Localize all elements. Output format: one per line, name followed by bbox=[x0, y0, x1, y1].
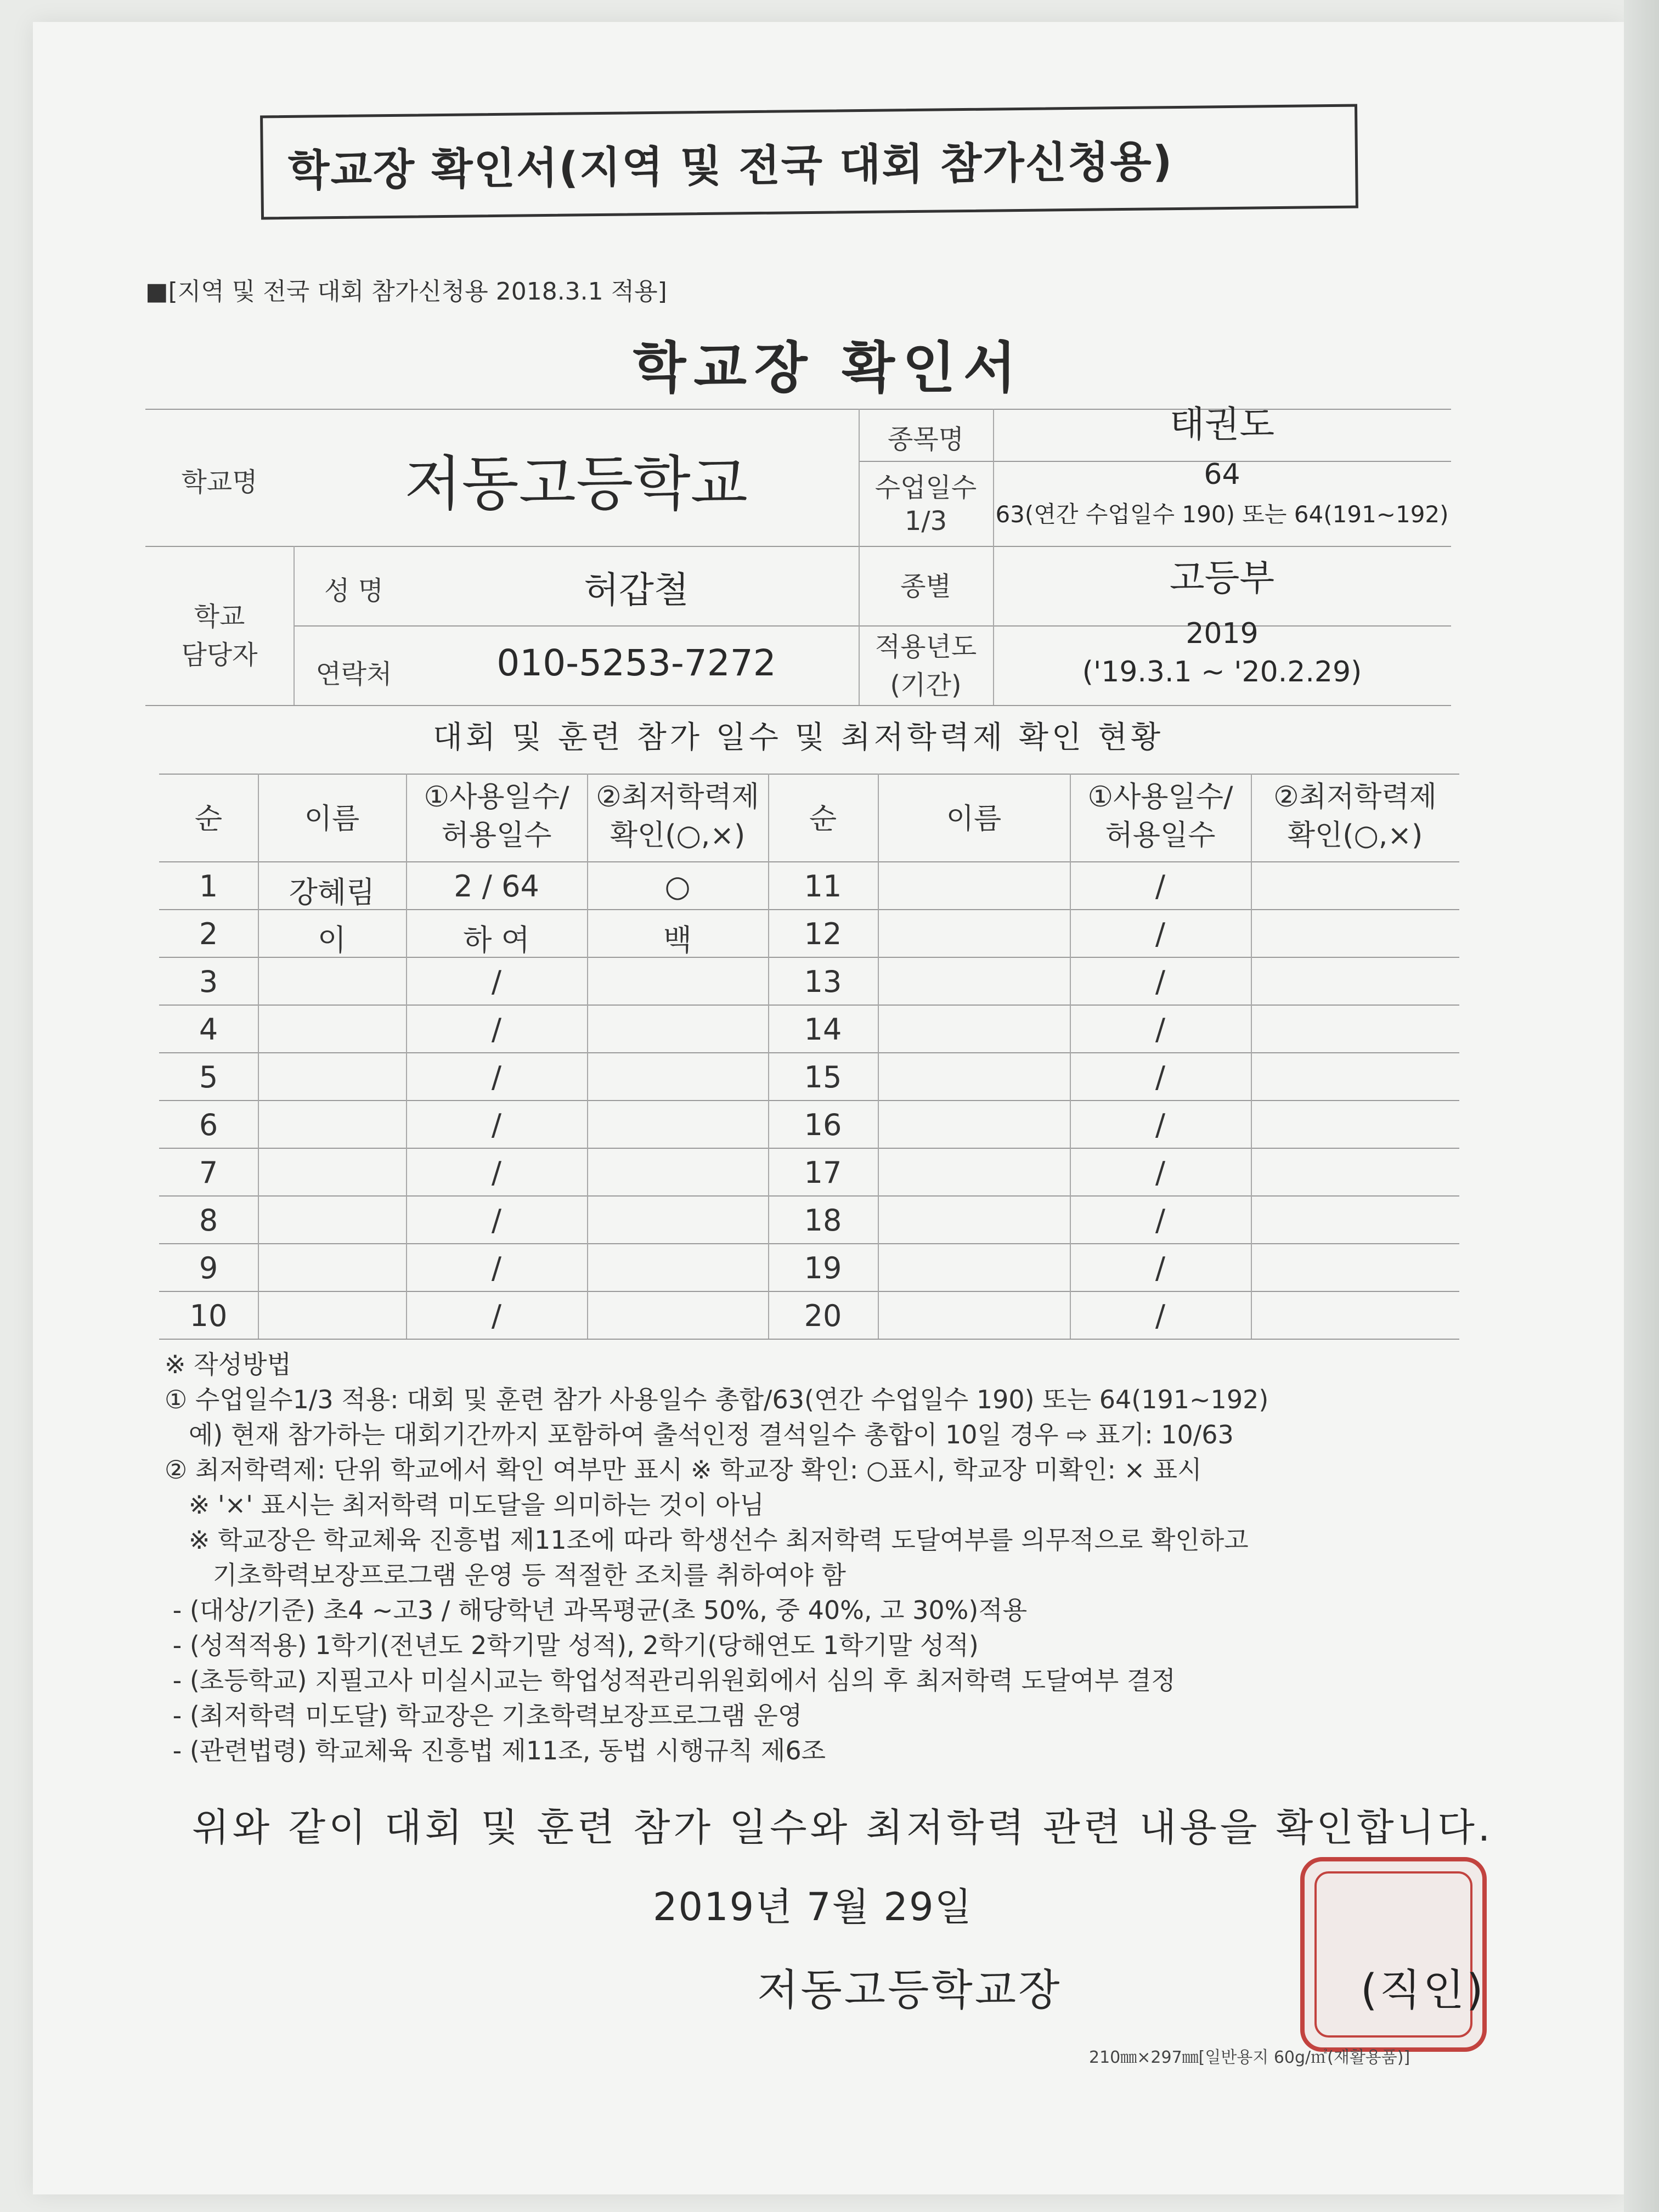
used-days: 2 / 64 bbox=[454, 869, 539, 904]
class-days-value: 64 bbox=[1204, 458, 1240, 491]
doc-title: 학교장 확인서 bbox=[633, 336, 1024, 400]
note-line: - (초등학교) 지필고사 미실시교는 학업성적관리위원회에서 심의 후 최저학력 도달여부 결정 bbox=[165, 1666, 1176, 1695]
used-days: / bbox=[1155, 1012, 1166, 1047]
event-label: 종목명 bbox=[887, 424, 964, 455]
manager-label-1: 학교 bbox=[194, 601, 245, 632]
grid-col-line bbox=[1251, 774, 1252, 1339]
official-seal-stamp bbox=[1300, 1857, 1487, 2052]
class-days-note: 63(연간 수업일수 190) 또는 64(191~192) bbox=[995, 501, 1449, 528]
note-line: - (성적적용) 1학기(전년도 2학기말 성적), 2학기(당해연도 1학기말 성적) bbox=[165, 1630, 979, 1660]
row-number: 8 bbox=[199, 1203, 218, 1238]
used-days: / bbox=[491, 964, 502, 999]
grid-row-line bbox=[159, 1005, 1459, 1006]
minimum-academic-check: ○ bbox=[664, 869, 691, 904]
grid-row-line bbox=[159, 1243, 1459, 1244]
school-label: 학교명 bbox=[181, 467, 258, 498]
name-label: 성 명 bbox=[324, 575, 383, 606]
used-days: / bbox=[1155, 1299, 1166, 1333]
header-name-right: 이름 bbox=[946, 803, 1002, 836]
grid-row-line bbox=[159, 1052, 1459, 1053]
row-number: 4 bbox=[199, 1012, 218, 1047]
principal-title: 저동고등학교장 bbox=[757, 1966, 1062, 2015]
year-label-1: 적용년도 bbox=[874, 631, 977, 662]
used-days: / bbox=[491, 1203, 502, 1238]
row-number: 10 bbox=[189, 1299, 228, 1333]
header-no-left: 순 bbox=[194, 803, 223, 836]
used-days: / bbox=[491, 1251, 502, 1285]
header-check-right-1: ②최저학력제 bbox=[1273, 781, 1437, 814]
section-title: 대회 및 훈련 참가 일수 및 최저학력제 확인 현황 bbox=[432, 720, 1164, 755]
used-days: / bbox=[491, 1155, 502, 1190]
note-line: 예) 현재 참가하는 대회기간까지 포함하여 출석인정 결석일수 총합이 10일 경우 ⇨ 표기: 10/63 bbox=[165, 1420, 1234, 1449]
header-check-left-2: 확인(○,×) bbox=[610, 819, 746, 852]
header-check-left-1: ②최저학력제 bbox=[596, 781, 759, 814]
header-no-right: 순 bbox=[809, 803, 837, 836]
used-days: / bbox=[491, 1012, 502, 1047]
row-number: 17 bbox=[804, 1155, 842, 1190]
signature-date: 2019년 7월 29일 bbox=[653, 1884, 973, 1929]
row-number: 14 bbox=[804, 1012, 842, 1047]
athlete-name: 이 bbox=[317, 923, 347, 957]
note-line: ※ '×' 표시는 최저학력 미도달을 의미하는 것이 아님 bbox=[165, 1490, 764, 1520]
row-number: 2 bbox=[199, 917, 218, 951]
header-days-right-1: ①사용일수/ bbox=[1087, 781, 1233, 814]
class-days-label-2: 1/3 bbox=[904, 506, 947, 537]
used-days: / bbox=[491, 1060, 502, 1094]
year-value: 2019 bbox=[1186, 617, 1259, 650]
used-days: / bbox=[1155, 917, 1166, 951]
grid-row-line bbox=[159, 1148, 1459, 1149]
grid-col-line bbox=[258, 774, 259, 1339]
used-days: / bbox=[1155, 964, 1166, 999]
contact-value: 010-5253-7272 bbox=[496, 642, 776, 684]
note-line: ※ 학교장은 학교체육 진흥법 제11조에 따라 학생선수 최저학력 도달여부를 의무적으로 확인하고 bbox=[165, 1525, 1249, 1555]
used-days: 하 여 bbox=[463, 923, 530, 957]
year-period: ('19.3.1 ~ '20.2.29) bbox=[1082, 656, 1362, 689]
paper-spec: 210㎜×297㎜[일반용지 60g/㎡(재활용품)] bbox=[1089, 2048, 1410, 2067]
note-line: ① 수업일수1/3 적용: 대회 및 훈련 참가 사용일수 총합/63(연간 수업일수 190) 또는 64(191~192) bbox=[165, 1385, 1269, 1414]
row-number: 13 bbox=[804, 964, 842, 999]
note-line: ② 최저학력제: 단위 학교에서 확인 여부만 표시 ※ 학교장 확인: ○표시, 학교장 미확인: × 표시 bbox=[165, 1455, 1202, 1485]
grid-row-line bbox=[159, 1100, 1459, 1101]
confirm-statement: 위와 같이 대회 및 훈련 참가 일수와 최저학력 관련 내용을 확인합니다. bbox=[192, 1805, 1494, 1850]
note-line: - (최저학력 미도달) 학교장은 기초학력보장프로그램 운영 bbox=[165, 1701, 803, 1730]
used-days: / bbox=[1155, 869, 1166, 904]
header-days-right-2: 허용일수 bbox=[1105, 819, 1216, 852]
grid-row-line bbox=[159, 1339, 1459, 1340]
minimum-academic-check: 백 bbox=[663, 923, 692, 957]
event-value: 태권도 bbox=[1169, 403, 1275, 445]
used-days: / bbox=[491, 1108, 502, 1142]
name-value: 허갑철 bbox=[584, 569, 689, 611]
grid-row-line bbox=[159, 1195, 1459, 1197]
grid-row-line bbox=[159, 1291, 1459, 1292]
manager-label-2: 담당자 bbox=[181, 640, 258, 670]
note-line: - (관련법령) 학교체육 진흥법 제11조, 동법 시행규칙 제6조 bbox=[165, 1736, 826, 1765]
page-edge bbox=[1624, 0, 1659, 2212]
header-days-left-2: 허용일수 bbox=[441, 819, 552, 852]
grid-col-line bbox=[878, 774, 879, 1339]
row-number: 11 bbox=[804, 869, 842, 904]
grid-row-line bbox=[159, 861, 1459, 862]
seal-label: (직인) bbox=[1361, 1966, 1486, 2015]
athlete-name: 강혜림 bbox=[289, 875, 375, 910]
note-line: - (대상/기준) 초4 ~고3 / 해당학년 과목평균(초 50%, 중 40%, 고 30%)적용 bbox=[165, 1595, 1028, 1625]
row-number: 7 bbox=[199, 1155, 218, 1190]
used-days: / bbox=[1155, 1060, 1166, 1094]
row-number: 6 bbox=[199, 1108, 218, 1142]
row-number: 5 bbox=[199, 1060, 218, 1094]
row-number: 3 bbox=[199, 964, 218, 999]
used-days: / bbox=[1155, 1203, 1166, 1238]
row-number: 19 bbox=[804, 1251, 842, 1285]
class-days-label-1: 수업일수 bbox=[874, 472, 977, 503]
grid-top-line bbox=[159, 774, 1459, 775]
grid-col-line bbox=[587, 774, 588, 1339]
row-number: 18 bbox=[804, 1203, 842, 1238]
contact-label: 연락처 bbox=[315, 659, 392, 690]
year-label-2: (기간) bbox=[890, 670, 962, 701]
row-number: 9 bbox=[199, 1251, 218, 1285]
writing-notes bbox=[165, 1347, 1481, 1768]
used-days: / bbox=[1155, 1155, 1166, 1190]
header-box: 학교장 확인서(지역 및 전국 대회 참가신청용) bbox=[260, 104, 1358, 220]
note-line: ※ 작성방법 bbox=[165, 1350, 291, 1379]
school-value: 저동고등학교 bbox=[404, 450, 748, 518]
form-code: ■[지역 및 전국 대회 참가신청용 2018.3.1 적용] bbox=[145, 278, 667, 306]
row-number: 15 bbox=[804, 1060, 842, 1094]
row-number: 1 bbox=[199, 869, 218, 904]
row-number: 20 bbox=[804, 1299, 842, 1333]
row-number: 16 bbox=[804, 1108, 842, 1142]
header-check-right-2: 확인(○,×) bbox=[1287, 819, 1423, 852]
division-label: 종별 bbox=[900, 571, 951, 602]
used-days: / bbox=[1155, 1108, 1166, 1142]
row-number: 12 bbox=[804, 917, 842, 951]
used-days: / bbox=[1155, 1251, 1166, 1285]
header-days-left-1: ①사용일수/ bbox=[424, 781, 569, 814]
note-line: 기초학력보장프로그램 운영 등 적절한 조치를 취하여야 함 bbox=[165, 1560, 846, 1590]
division-value: 고등부 bbox=[1169, 557, 1275, 599]
header-name-left: 이름 bbox=[304, 803, 360, 836]
used-days: / bbox=[491, 1299, 502, 1333]
